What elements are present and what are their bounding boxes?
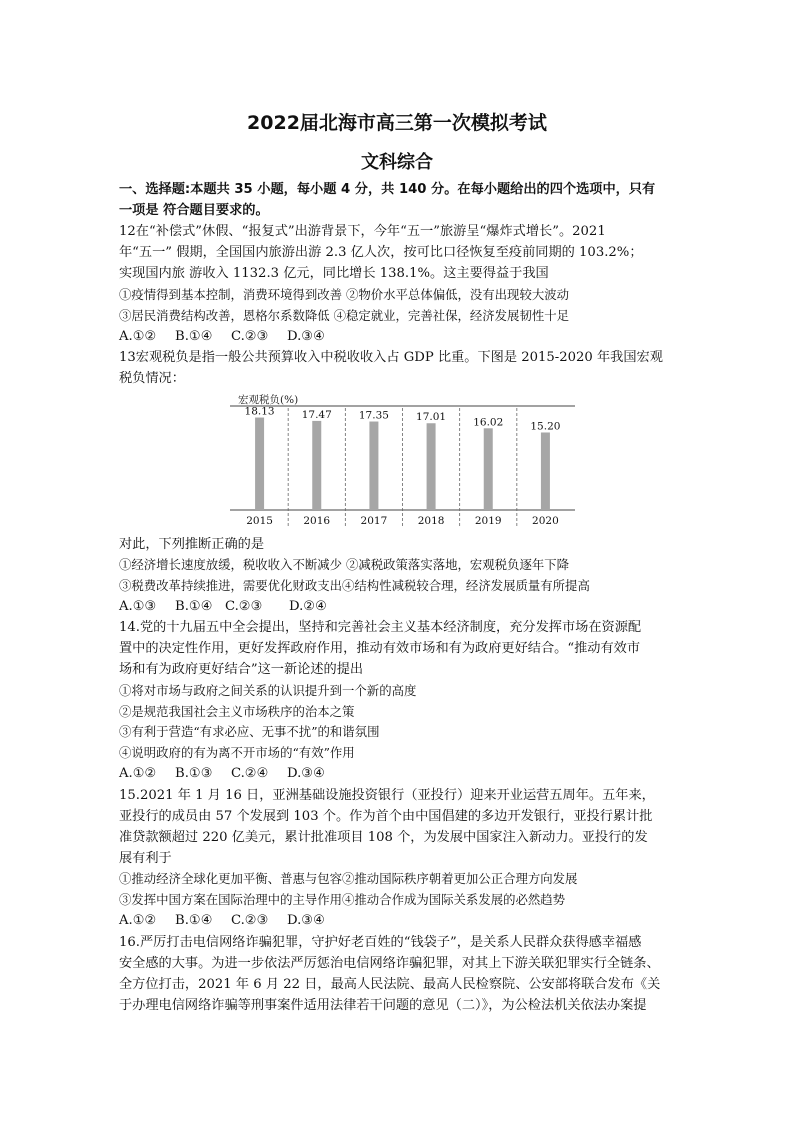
answer-choice-c: C.②③ (231, 913, 269, 928)
chart-x-tick-label: 2016 (303, 515, 331, 527)
chart-x-tick-label: 2015 (246, 515, 273, 527)
answer-choice-c: C.②④ (231, 766, 269, 781)
answer-choice-a: A.①② (119, 766, 157, 781)
q14-stem-line: 14.党的十九届五中全会提出，坚持和完善社会主义基本经济制度，充分发挥市场在资源配 (119, 620, 642, 635)
q15-stem-line: 展有利于 (119, 851, 172, 866)
macro-tax-burden-chart (230, 389, 575, 529)
q16-stem-line: 全方位打击，2021 年 6 月 22 日，最高人民法院、最高人民检察院、公安部将联合发布《关 (119, 977, 661, 992)
q15-stem-line: 亚投行的成员由 57 个发展到 103 个。作为首个由中国倡建的多边开发银行，亚投行累计批 (119, 809, 653, 824)
answer-choice-d: D.③④ (287, 766, 325, 781)
q15-stem-line: 15.2021 年 1 月 16 日，亚洲基础设施投资银行（亚投行）迎来开业运营五周年。五年来， (119, 788, 655, 803)
q13-answer-choices (119, 597, 327, 617)
q14-stem-line: 场和有为政府更好结合”这一新论述的提出 (119, 662, 364, 677)
chart-bar (484, 428, 493, 510)
q12-stem-line: 年“五一” 假期，全国国内旅游出游 2.3 亿人次，按可比口径恢复至疫前同期的 103.2%； (119, 245, 643, 260)
q13-stem-line: 税负情况： (119, 371, 185, 386)
answer-choice-a: A.①② (119, 913, 157, 928)
chart-title: 宏观税负(%) (238, 394, 299, 406)
chart-x-tick-label: 2020 (532, 515, 559, 527)
chart-data-label: 17.35 (358, 409, 389, 422)
q12-stem-line: 12在“补偿式”休假、“报复式”出游背景下，今年“五一”旅游呈“爆炸式增长”。2021 (119, 224, 606, 239)
answer-choice-a: A.①② (119, 329, 157, 344)
q12-answer-choices (119, 327, 325, 347)
q13-stem-line: 13宏观税负是指一般公共预算收入中税收收入占 GDP 比重。下图是 2015-2020 年我国宏观 (119, 350, 663, 365)
q14-option-line: ①将对市场与政府之间关系的认识提升到一个新的高度 (119, 683, 417, 698)
q14-answer-choices (119, 764, 325, 784)
chart-bar (427, 423, 436, 510)
exam-subject: 文科综合 (361, 152, 433, 173)
q14-option-line: ②是规范我国社会主义市场秩序的治本之策 (119, 704, 355, 719)
chart-bar (312, 421, 321, 510)
chart-data-label: 18.13 (244, 405, 275, 418)
chart-x-tick-label: 2019 (474, 515, 502, 527)
chart-data-label: 16.02 (473, 416, 504, 429)
answer-choice-b: B.①③ (175, 766, 213, 781)
section-instructions-line: 一、选择题:本题共 35 小题，每小题 4 分，共 140 分。在每小题给出的四个选项中，只有 (119, 182, 656, 197)
q16-stem-line: 16.严厉打击电信网络诈骗犯罪，守护好老百姓的“钱袋子”，是关系人民群众获得感幸福感 (119, 935, 642, 950)
answer-choice-c: C.②③ (225, 599, 263, 614)
q12-option-line: ①疫情得到基本控制，消费环境得到改善 ②物价水平总体偏低，没有出现较大波动 (119, 287, 570, 302)
q12-stem-line: 实现国内旅 游收入 1132.3 亿元，同比增长 138.1%。这主要得益于我国 (119, 266, 549, 281)
chart-bar (369, 422, 378, 510)
chart-bar (541, 432, 550, 510)
answer-choice-b: B.①④ (175, 599, 213, 614)
q15-option-line: ①推动经济全球化更加平衡、普惠与包容②推动国际秩序朝着更加公正合理方向发展 (119, 871, 578, 886)
answer-choice-c: C.②③ (231, 329, 269, 344)
q15-answer-choices (119, 911, 325, 931)
q15-stem-line: 准贷款额超过 220 亿美元，累计批准项目 108 个，为发展中国家注入新动力。亚投行的发 (119, 830, 648, 845)
q13-option-line: ③税费改革持续推进，需要优化财政支出④结构性减税较合理，经济发展质量有所提高 (119, 578, 590, 593)
q16-stem-line: 于办理电信网络诈骗等刑事案件适用法律若干问题的意见（二）》，为公检法机关依法办案提 (119, 998, 647, 1013)
q13-stem-line: 对此，下列推断正确的是 (119, 537, 265, 552)
q14-option-line: ④说明政府的有为离不开市场的“有效”作用 (119, 745, 355, 760)
section-instructions-line: 一项是 符合题目要求的。 (119, 203, 269, 218)
q14-option-line: ③有利于营造“有求必应、无事不扰”的和谐氛围 (119, 724, 380, 739)
answer-choice-a: A.①③ (119, 599, 157, 614)
chart-data-label: 17.01 (416, 411, 447, 424)
chart-bar (255, 418, 264, 510)
answer-choice-b: B.①④ (175, 329, 213, 344)
answer-choice-b: B.①④ (175, 913, 213, 928)
chart-data-label: 15.20 (530, 420, 561, 433)
answer-choice-d: D.②④ (289, 599, 327, 614)
chart-x-tick-label: 2017 (360, 515, 388, 527)
exam-title: 2022届北海市高三第一次模拟考试 (247, 112, 547, 134)
q15-option-line: ③发挥中国方案在国际治理中的主导作用④推动合作成为国际关系发展的必然趋势 (119, 892, 566, 907)
q12-option-line: ③居民消费结构改善，恩格尔系数降低 ④稳定就业，完善社保，经济发展韧性十足 (119, 308, 570, 323)
answer-choice-d: D.③④ (287, 913, 325, 928)
q13-option-line: ①经济增长速度放缓，税收收入不断减少 ②减税政策落实落地，宏观税负逐年下降 (119, 557, 570, 572)
chart-x-tick-label: 2018 (417, 515, 445, 527)
chart-data-label: 17.47 (301, 408, 332, 421)
q14-stem-line: 置中的决定性作用，更好发挥政府作用，推动有效市场和有为政府更好结合。“推动有效市 (119, 641, 641, 656)
answer-choice-d: D.③④ (287, 329, 325, 344)
q16-stem-line: 安全感的大事。为进一步依法严厉惩治电信网络诈骗犯罪，对其上下游关联犯罪实行全链条、 (119, 956, 660, 971)
